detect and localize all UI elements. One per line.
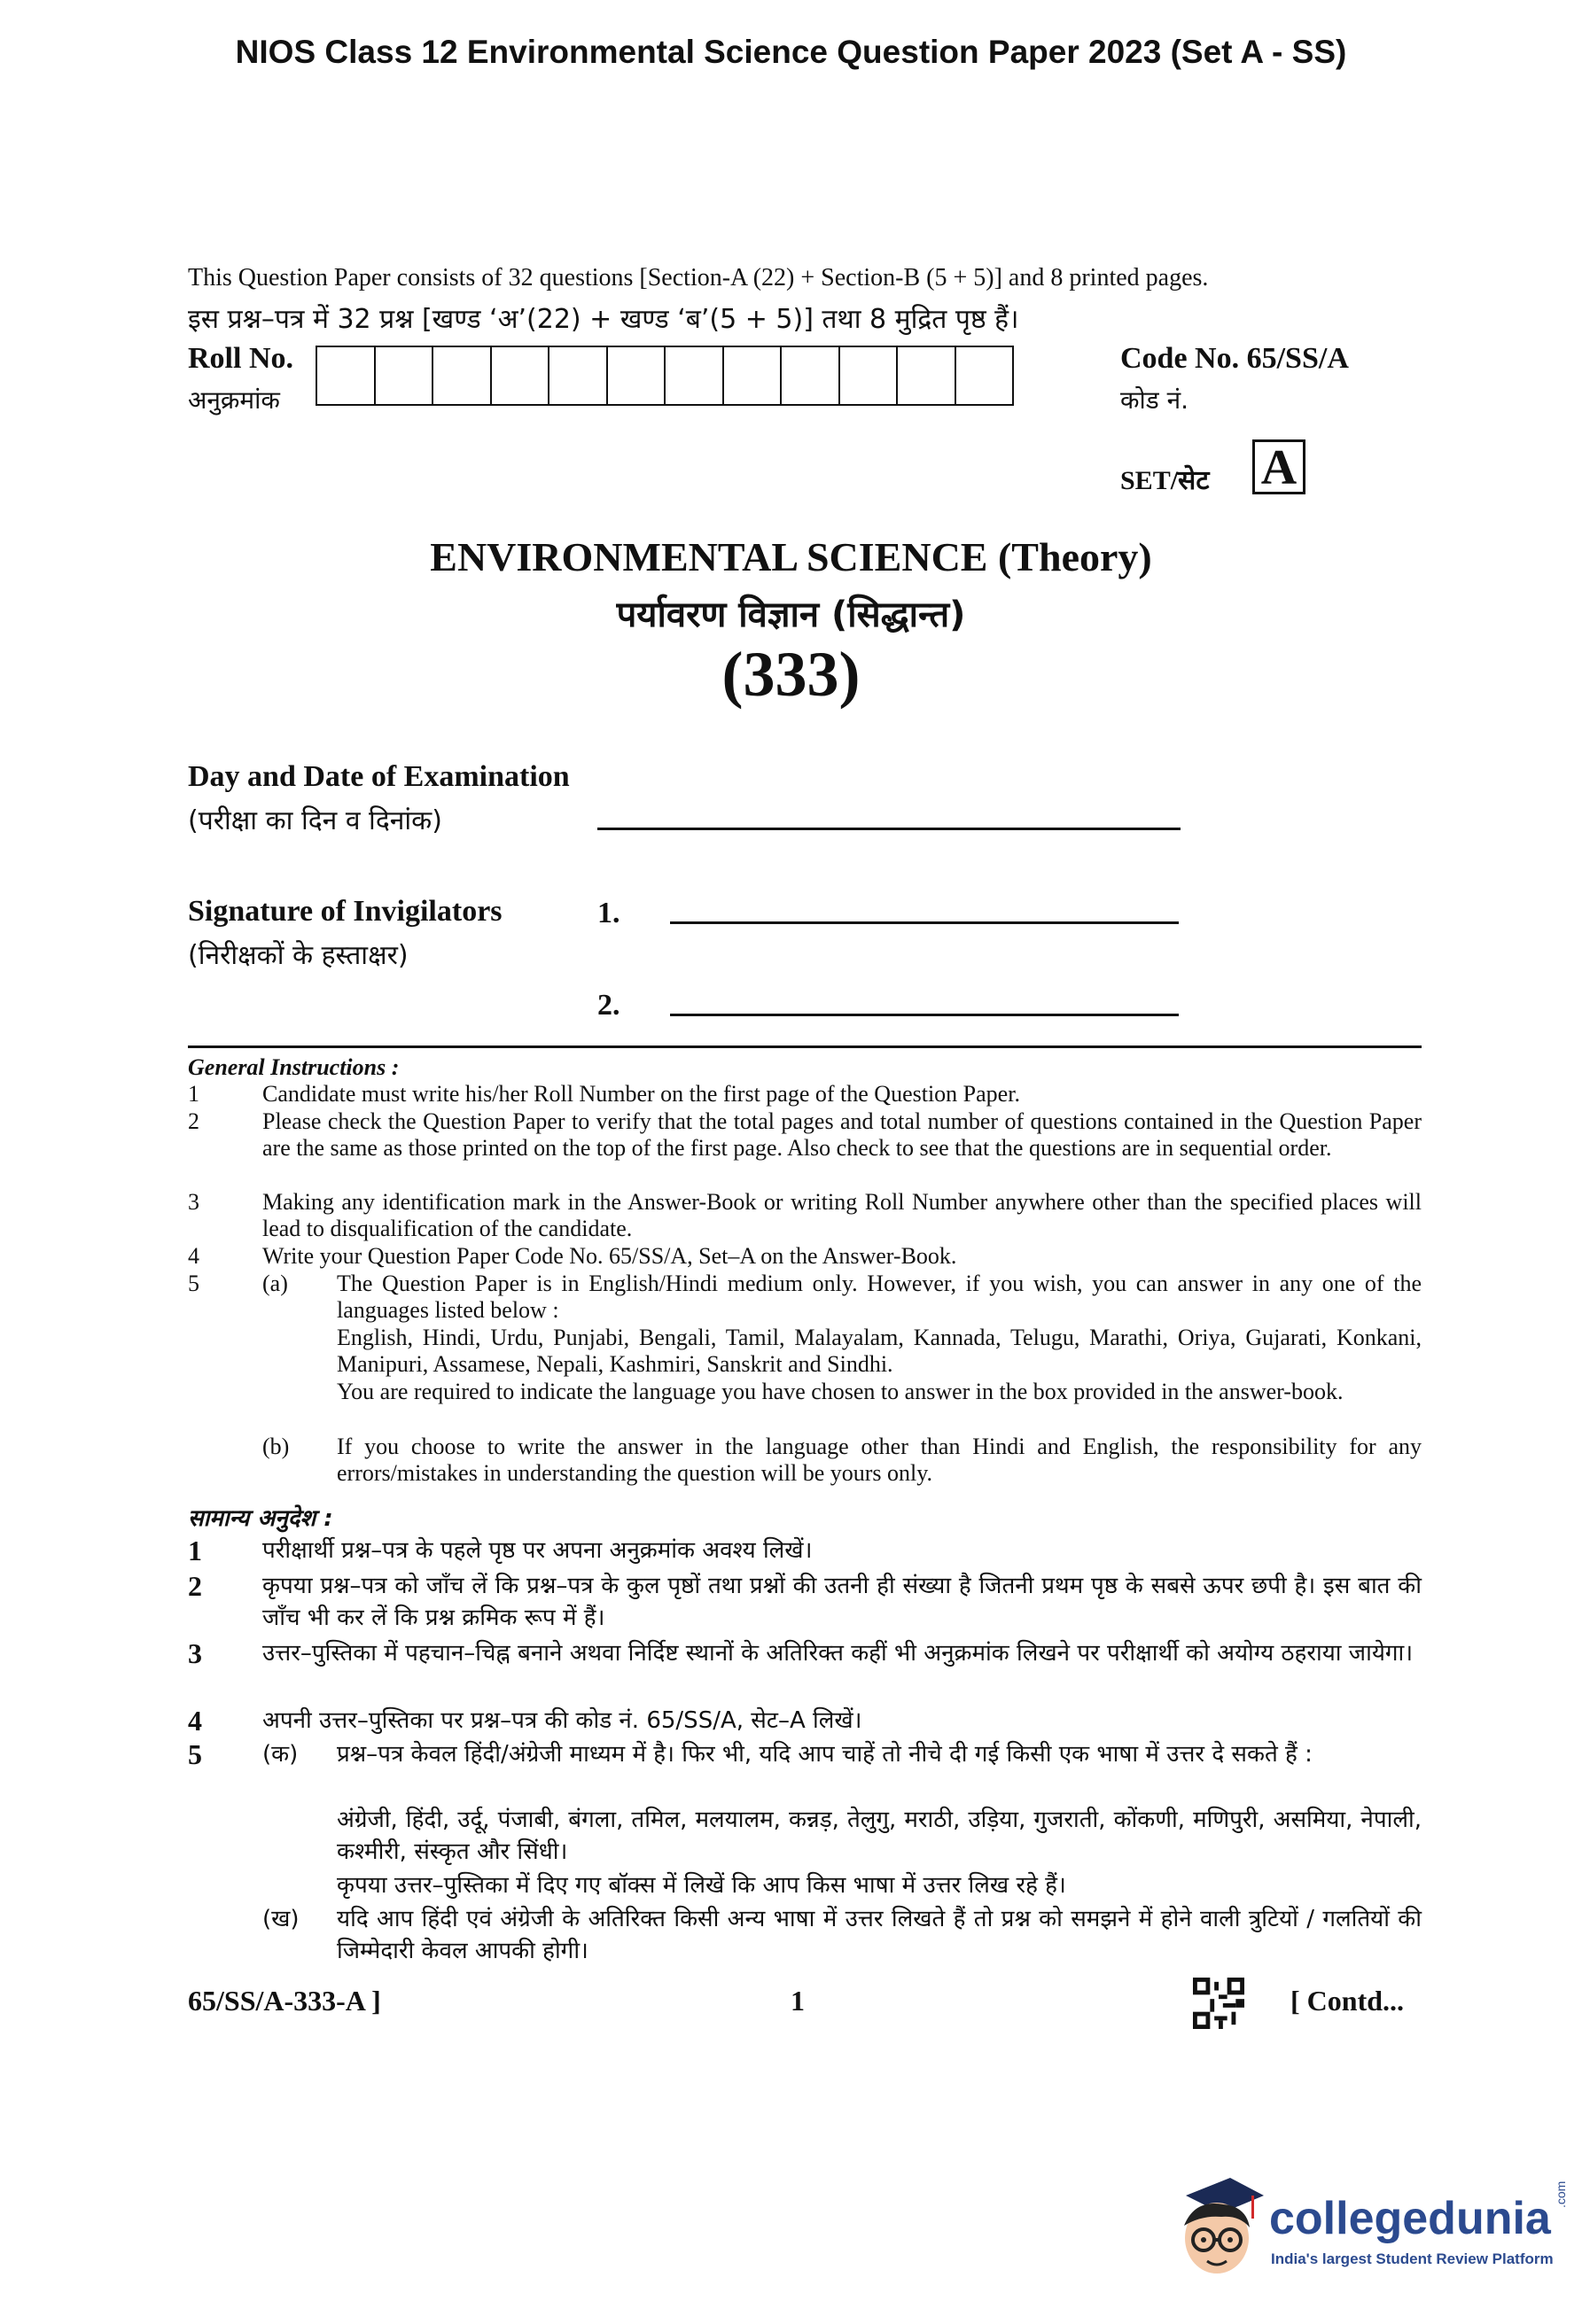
logo-wordmark: collegedunia [1269, 2193, 1551, 2244]
roll-box[interactable] [492, 347, 550, 404]
instruction-text: कृपया प्रश्न–पत्र को जाँच लें कि प्रश्न–पत्र के कुल पृष्ठों तथा प्रश्नों की उतनी ही संख्या है जितनी प्रथम पृष्ठ के सबसे ऊपर छपी है। इस बात की जाँच भी कर लें कि प्रश्न क्रमिक रूप में हैं। [262, 1573, 1422, 1631]
instruction-languages-hi: अंग्रेजी, हिंदी, उर्दू, पंजाबी, बंगला, तमिल, मलयालम, कन्नड़, तेलुगु, मराठी, उड़िया, गुजराती, कोंकणी, मणिपुरी, असमिया, नेपाली, कश्मीरी, संस्कृत और सिंधी। [337, 1807, 1422, 1865]
roll-label-hi: अनुक्रमांक [188, 385, 280, 415]
roll-box[interactable] [376, 347, 434, 404]
roll-box[interactable] [666, 347, 724, 404]
roll-box[interactable] [317, 347, 376, 404]
roll-box[interactable] [898, 347, 956, 404]
instruction-sub-label: (b) [262, 1434, 290, 1459]
roll-box[interactable] [433, 347, 492, 404]
qr-code-icon [1193, 1978, 1244, 2029]
instruction-sub-text: If you choose to write the answer in the language other than Hindi and English, the responsibility for any errors/mistakes in understanding the question will be yours only. [337, 1434, 1422, 1486]
instruction-num: 4 [188, 1243, 199, 1269]
instruction-sub-label: (क) [262, 1741, 299, 1768]
exam-date-line[interactable] [597, 828, 1181, 830]
general-instructions-en [188, 1054, 1422, 1497]
instruction-sub-text: The Question Paper is in English/Hindi medium only. However, if you wish, you can answer in any one of the languages listed below : [337, 1271, 1422, 1323]
instruction-num: 4 [188, 1705, 202, 1737]
instruction-num: 5 [188, 1738, 202, 1770]
instruction-num: 3 [188, 1189, 199, 1215]
invigilator-sign-label-hi: (निरीक्षकों के हस्ताक्षर) [188, 940, 409, 971]
instruction-num: 3 [188, 1637, 202, 1669]
instructions-heading-hi: सामान्य अनुदेश : [188, 1505, 333, 1532]
instruction-text: Making any identification mark in the Answer-Book or writing Roll Number anywhere other than the specified places will lead to disqualification of the candidate. [262, 1189, 1422, 1241]
instruction-sub-label: (a) [262, 1271, 288, 1296]
instruction-languages-en: English, Hindi, Urdu, Punjabi, Bengali, Tamil, Malayalam, Kannada, Telugu, Marathi, Oriya, Gujarati, Konkani, Manipuri, Assamese, Nepali, Kashmiri, Sanskrit and Sindhi. [337, 1325, 1422, 1377]
logo-tagline: India's largest Student Review Platform [1271, 2250, 1554, 2267]
roll-box[interactable] [782, 347, 840, 404]
page-banner-title: NIOS Class 12 Environmental Science Question Paper 2023 (Set A - SS) [235, 34, 1347, 70]
sign-2-label: 2. [597, 989, 620, 1022]
instruction-num: 5 [188, 1271, 199, 1296]
sign-2-line[interactable] [670, 1014, 1179, 1016]
instruction-sub-note: You are required to indicate the language you have chosen to answer in the box provided in the answer-book. [337, 1379, 1344, 1404]
instruction-num: 1 [188, 1081, 199, 1107]
roll-box[interactable] [608, 347, 666, 404]
roll-label-en: Roll No. [188, 342, 293, 375]
general-instructions-hi [188, 1503, 1422, 1972]
roll-number-boxes[interactable] [316, 346, 1014, 406]
paper-consists-hi: इस प्रश्न–पत्र में 32 प्रश्न [खण्ड ‘अ’(22) + खण्ड ‘ब’(5 + 5)] तथा 8 मुद्रित पृष्ठ हैं। [188, 304, 1019, 335]
instruction-num: 2 [188, 1570, 202, 1602]
mascot-icon [1168, 2169, 1266, 2284]
set-box: A [1252, 439, 1305, 494]
paper-consists-en: This Question Paper consists of 32 questions [Section-A (22) + Section-B (5 + 5)] and 8 printed pages. [188, 264, 1209, 291]
roll-box[interactable] [549, 347, 608, 404]
footer-paper-code: 65/SS/A-333-A ] [188, 1985, 381, 2017]
instruction-sub-note: कृपया उत्तर–पुस्तिका में दिए गए बॉक्स में लिखें कि आप किस भाषा में उत्तर लिख रहे हैं। [337, 1872, 1066, 1899]
instruction-text: परीक्षार्थी प्रश्न–पत्र के पहले पृष्ठ पर अपना अनुक्रमांक अवश्य लिखें। [262, 1537, 813, 1564]
subject-code: (333) [721, 639, 861, 710]
sign-1-label: 1. [597, 897, 620, 929]
roll-box[interactable] [724, 347, 783, 404]
instruction-sub-label: (ख) [262, 1906, 300, 1932]
instruction-sub-text: प्रश्न–पत्र केवल हिंदी/अंग्रेजी माध्यम में है। फिर भी, यदि आप चाहें तो नीचे दी गई किसी एक भाषा में उत्तर दे सकते हैं : [337, 1741, 1313, 1768]
logo-suffix: .com [1554, 2180, 1568, 2208]
roll-box[interactable] [840, 347, 899, 404]
section-divider [188, 1045, 1422, 1048]
instruction-text: Please check the Question Paper to verify that the total pages and total number of questions contained in the Question Paper are the same as those printed on the top of the first page. Also check to see that the questions are in sequential order. [262, 1108, 1422, 1161]
code-label-hi: कोड नं. [1120, 385, 1189, 415]
subject-title-en: ENVIRONMENTAL SCIENCE (Theory) [430, 534, 1152, 579]
footer-page-number: 1 [791, 1985, 805, 2017]
exam-date-label-en: Day and Date of Examination [188, 760, 570, 793]
invigilator-sign-label-en: Signature of Invigilators [188, 895, 503, 928]
instruction-text: Candidate must write his/her Roll Number on the first page of the Question Paper. [262, 1081, 1020, 1107]
instruction-num: 2 [188, 1108, 199, 1134]
instruction-text: अपनी उत्तर–पुस्तिका पर प्रश्न–पत्र की कोड नं. 65/SS/A, सेट–A लिखें। [262, 1707, 862, 1734]
roll-box[interactable] [956, 347, 1013, 404]
sign-1-line[interactable] [670, 921, 1179, 924]
instruction-num: 1 [188, 1535, 202, 1566]
code-label-en: Code No. 65/SS/A [1120, 342, 1349, 375]
instruction-text: Write your Question Paper Code No. 65/SS/A, Set–A on the Answer-Book. [262, 1243, 957, 1269]
instructions-heading-en: General Instructions : [188, 1054, 400, 1080]
set-label: SET/सेट [1120, 466, 1210, 495]
instruction-sub-text: यदि आप हिंदी एवं अंग्रेजी के अतिरिक्त किसी अन्य भाषा में उत्तर लिखते हैं तो प्रश्न को समझने में होने वाली त्रुटियों / गलतियों की जिम्मेदारी केवल आपकी होगी। [337, 1906, 1422, 1964]
subject-title-hi: पर्यावरण विज्ञान (सिद्धान्त) [616, 595, 966, 635]
footer-contd: [ Contd... [1290, 1985, 1405, 2017]
instruction-text: उत्तर–पुस्तिका में पहचान–चिह्न बनाने अथवा निर्दिष्ट स्थानों के अतिरिक्त कहीं भी अनुक्रमांक लिखने पर परीक्षार्थी को अयोग्य ठहराया जायेगा। [262, 1640, 1414, 1667]
exam-date-label-hi: (परीक्षा का दिन व दिनांक) [188, 805, 442, 836]
